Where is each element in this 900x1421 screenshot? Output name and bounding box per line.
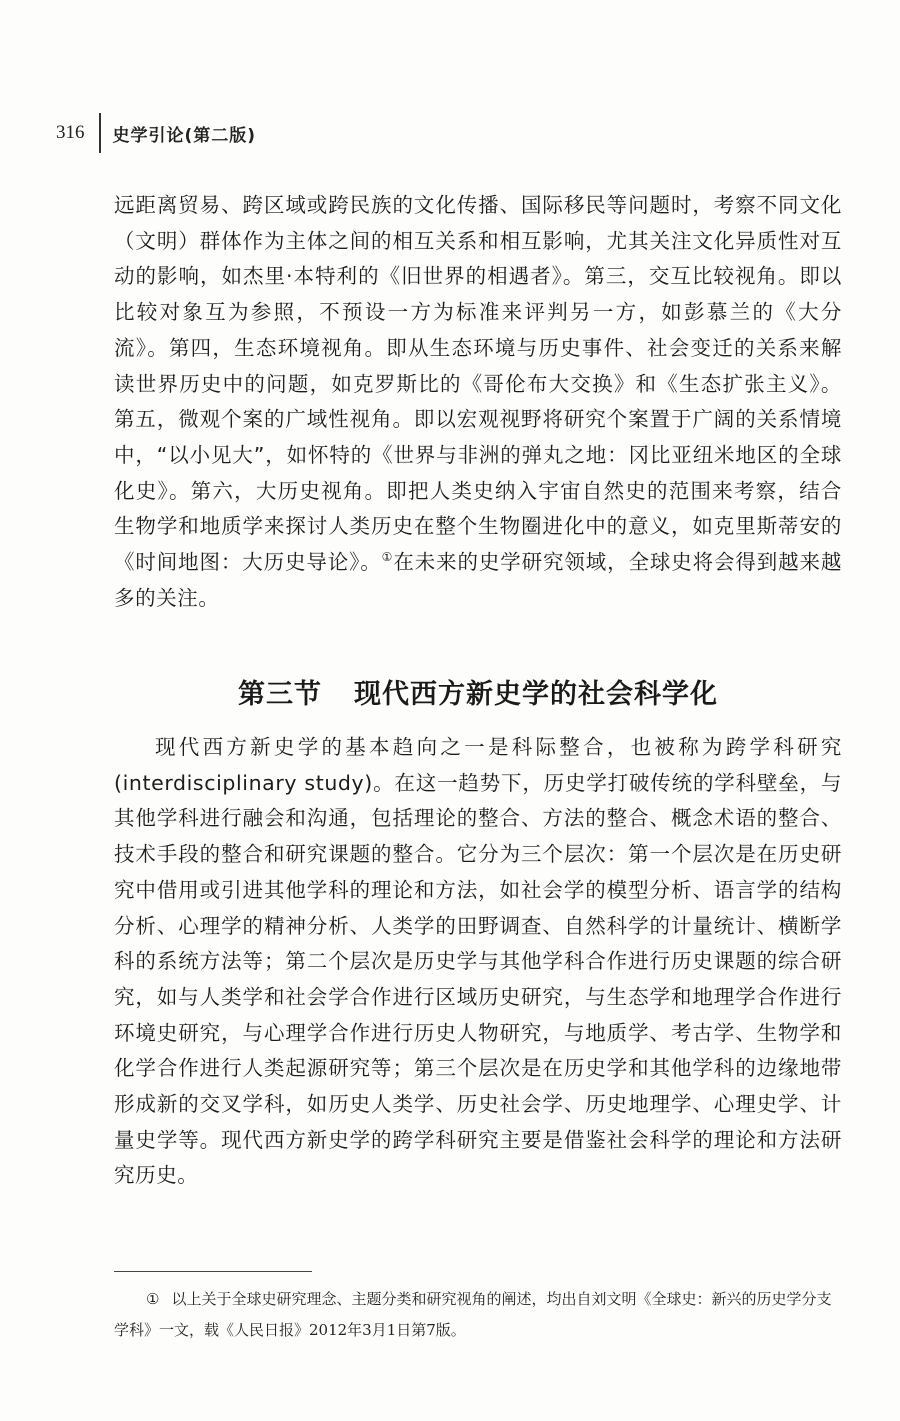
section-number: 第三节	[238, 679, 322, 711]
section-heading	[114, 672, 842, 711]
footnote-marker: ①	[146, 1290, 160, 1308]
paragraph-1-text-end: 在未来的史学研究领域，全球史将会得到越来越多的关注。	[114, 550, 842, 610]
paragraph-1-text: 远距离贸易、跨区域或跨民族的文化传播、国际移民等问题时，考察不同文化（文明）群体作为主体之间的相互关系和相互影响，尤其关注文化异质性对互动的影响，如杰里·本特利的《旧世界的相遇者》。第三，交互比较视角。即以比较对象互为参照，不预设一方为标准来评判另一方，如彭慕兰的《大分流》。第四，生态环境视角。即从生态环境与历史事件、社会变迁的关系来解读世界历史中的问题，如克罗斯比的《哥伦布大交换》和《生态扩张主义》。第五，微观个案的广域性视角。即以宏观视野将研究个案置于广阔的关系情境中，“以小见大”，如怀特的《世界与非洲的弹丸之地：冈比亚纽米地区的全球化史》。第六，大历史视角。即把人类史纳入宇宙自然史的范围来考察，结合生物学和地质学来探讨人类历史在整个生物圈进化中的意义，如克里斯蒂安的《时间地图：大历史导论》。	[114, 193, 842, 575]
running-header	[56, 116, 256, 150]
paragraph-1	[114, 188, 842, 616]
paragraph-2: 现代西方新史学的基本趋向之一是科际整合，也被称为跨学科研究(interdisciplinary study)。在这一趋势下，历史学打破传统的学科壁垒，与其他学科进行融会和沟通，包括理论的整合、方法的整合、概念术语的整合、技术手段的整合和研究课题的整合。它分为三个层次：第一个层次是在历史研究中借用或引进其他学科的理论和方法，如社会学的模型分析、语言学的结构分析、心理学的精神分析、人类学的田野调查、自然科学的计量统计、横断学科的系统方法等；第二个层次是历史学与其他学科合作进行历史课题的综合研究，如与人类学和社会学合作进行区域历史研究，与生态学和地理学合作进行环境史研究，与心理学合作进行历史人物研究，与地质学、考古学、生物学和化学合作进行人类起源研究等；第三个层次是在历史学和其他学科的边缘地带形成新的交叉学科，如历史人类学、历史社会学、历史地理学、心理史学、计量史学等。现代西方新史学的跨学科研究主要是借鉴社会科学的理论和方法研究历史。	[114, 735, 842, 1188]
section-title: 现代西方新史学的社会科学化	[354, 679, 718, 711]
book-title: 史学引论(第二版)	[112, 125, 257, 146]
footnote-text: 以上关于全球史研究理念、主题分类和研究视角的阐述，均出自刘文明《全球史：新兴的历史学分支学科》一文，载《人民日报》2012年3月1日第7版。	[114, 1290, 832, 1339]
footnote-reference[interactable]: ①	[381, 550, 394, 565]
page-number: 316	[56, 122, 85, 143]
footnote-divider	[114, 1271, 312, 1272]
header-divider	[99, 113, 101, 153]
footnote	[114, 1284, 842, 1346]
